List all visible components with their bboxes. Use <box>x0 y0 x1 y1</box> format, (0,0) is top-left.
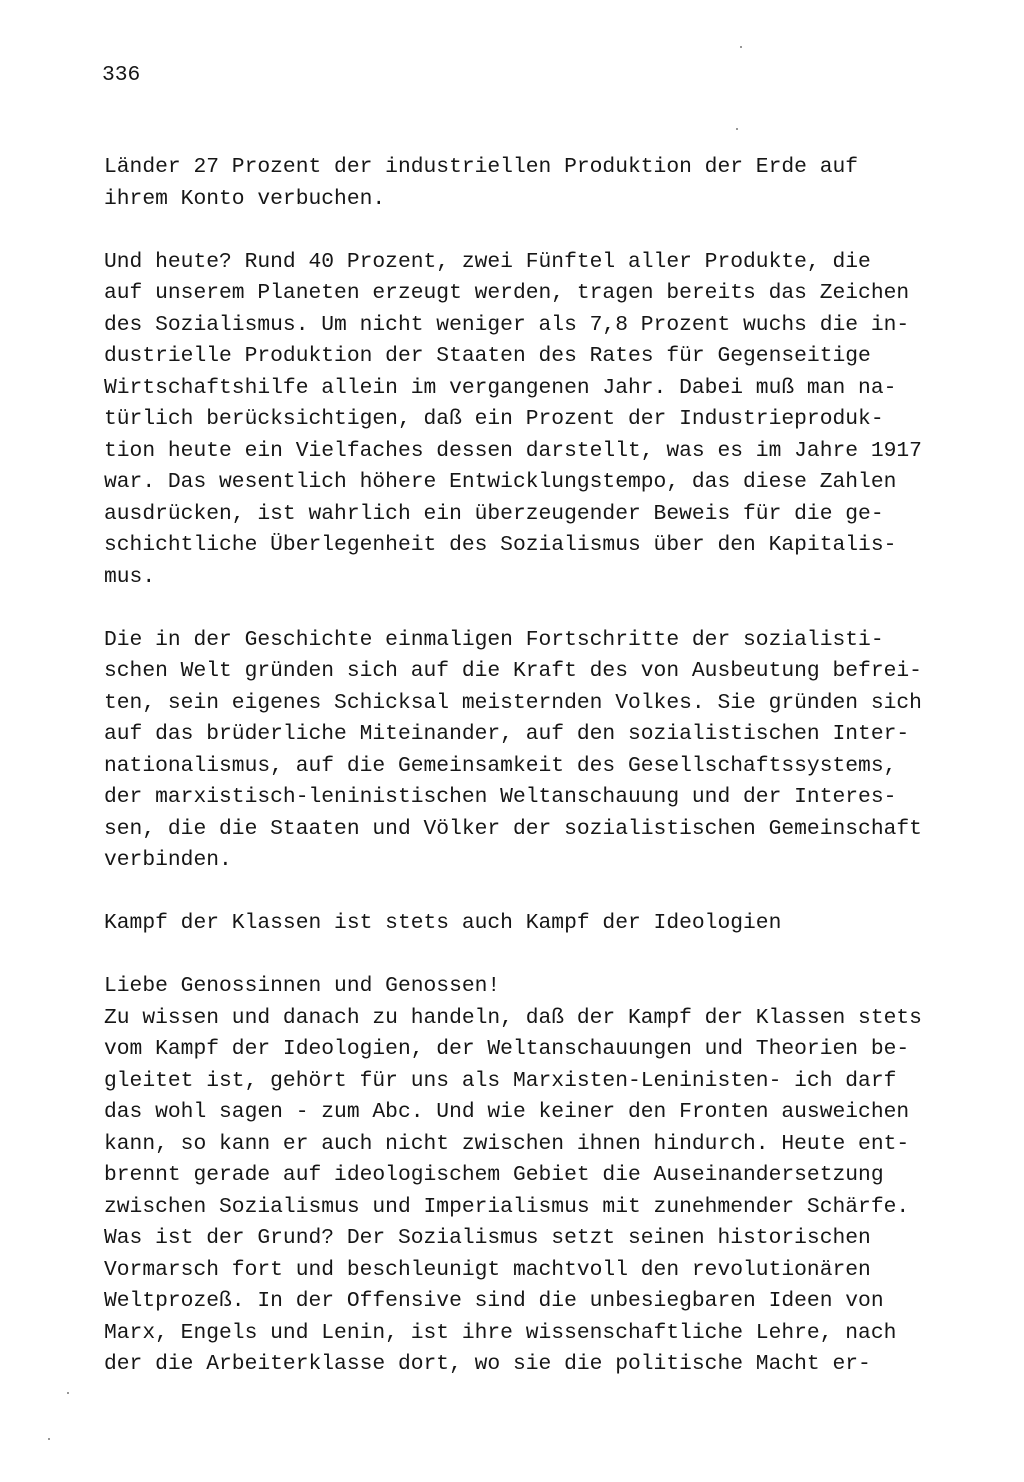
scan-speck <box>48 1438 50 1440</box>
text-line: Wirtschaftshilfe allein im vergangenen Jahr. Dabei muß man na- <box>104 375 897 400</box>
text-line: des Sozialismus. Um nicht weniger als 7,8 Prozent wuchs die in- <box>104 312 910 337</box>
text-line: sen, die die Staaten und Völker der sozialistischen Gemeinschaft <box>104 816 922 841</box>
text-line: dustrielle Produktion der Staaten des Rates für Gegenseitige <box>104 344 871 368</box>
text-line: der marxistisch-leninistischen Weltanschauung und der Interes- <box>104 785 897 809</box>
text-line: mus. <box>104 564 156 589</box>
heading-line: Kampf der Klassen ist stets auch Kampf der Ideologien <box>104 911 782 935</box>
text-line: verbinden. <box>104 848 232 872</box>
text-line: ihrem Konto verbuchen. <box>104 186 386 211</box>
text-line: Marx, Engels und Lenin, ist ihre wissenschaftliche Lehre, nach <box>104 1320 897 1345</box>
text-line: auf das brüderliche Miteinander, auf den sozialistischen Inter- <box>104 722 910 746</box>
text-line: türlich berücksichtigen, daß ein Prozent der Industrieproduk- <box>104 407 884 431</box>
text-line: tion heute ein Vielfaches dessen darstellt, was es im Jahre 1917 <box>104 438 922 463</box>
text-line: Weltprozeß. In der Offensive sind die unbesiegbaren Ideen von <box>104 1289 884 1313</box>
scan-speck <box>740 46 742 48</box>
text-line: vom Kampf der Ideologien, der Weltanschauungen und Theorien be- <box>104 1037 910 1061</box>
paragraph-progress <box>104 625 934 877</box>
paragraph-ideology <box>104 1003 934 1381</box>
page-number: 336 <box>102 63 141 87</box>
text-line: Länder 27 Prozent der industriellen Produktion der Erde auf <box>104 155 859 179</box>
text-line: Die in der Geschichte einmaligen Fortschritte der sozialisti- <box>104 627 884 652</box>
salutation <box>104 971 934 1003</box>
text-line: nationalismus, auf die Gemeinsamkeit des Gesellschaftssystems, <box>104 753 897 778</box>
text-line: kann, so kann er auch nicht zwischen ihnen hindurch. Heute ent- <box>104 1131 910 1156</box>
text-line: Und heute? Rund 40 Prozent, zwei Fünftel aller Produkte, die <box>104 249 871 274</box>
text-line: Vormarsch fort und beschleunigt machtvoll den revolutionären <box>104 1257 871 1282</box>
text-line: gleitet ist, gehört für uns als Marxisten-Leninisten- ich darf <box>104 1068 897 1093</box>
text-line: Zu wissen und danach zu handeln, daß der Kampf der Klassen stets <box>104 1005 922 1030</box>
text-line: war. Das wesentlich höhere Entwicklungstempo, das diese Zahlen <box>104 470 897 494</box>
text-line: das wohl sagen - zum Abc. Und wie keiner den Fronten ausweichen <box>104 1100 910 1124</box>
body-text <box>104 152 934 1381</box>
text-line: schichtliche Überlegenheit des Sozialismus über den Kapitalis- <box>104 533 897 557</box>
text-line: Was ist der Grund? Der Sozialismus setzt seinen historischen <box>104 1226 871 1250</box>
text-line: der die Arbeiterklasse dort, wo sie die politische Macht er- <box>104 1352 871 1376</box>
text-line: ten, sein eigenes Schicksal meisternden Volkes. Sie gründen sich <box>104 690 922 715</box>
text-line: brennt gerade auf ideologischem Gebiet die Auseinandersetzung <box>104 1163 884 1187</box>
paragraph-production <box>104 247 934 594</box>
scan-speck <box>67 1392 69 1394</box>
text-line: auf unserem Planeten erzeugt werden, tragen bereits das Zeichen <box>104 281 910 305</box>
text-line: ausdrücken, ist wahrlich ein überzeugender Beweis für die ge- <box>104 501 884 526</box>
section-heading <box>104 908 934 940</box>
text-line: zwischen Sozialismus und Imperialismus mit zunehmender Schärfe. <box>104 1194 910 1219</box>
scan-speck <box>736 128 738 130</box>
text-line: Liebe Genossinnen und Genossen! <box>104 974 501 998</box>
text-line: schen Welt gründen sich auf die Kraft des von Ausbeutung befrei- <box>104 659 922 683</box>
paragraph-intro <box>104 152 934 215</box>
